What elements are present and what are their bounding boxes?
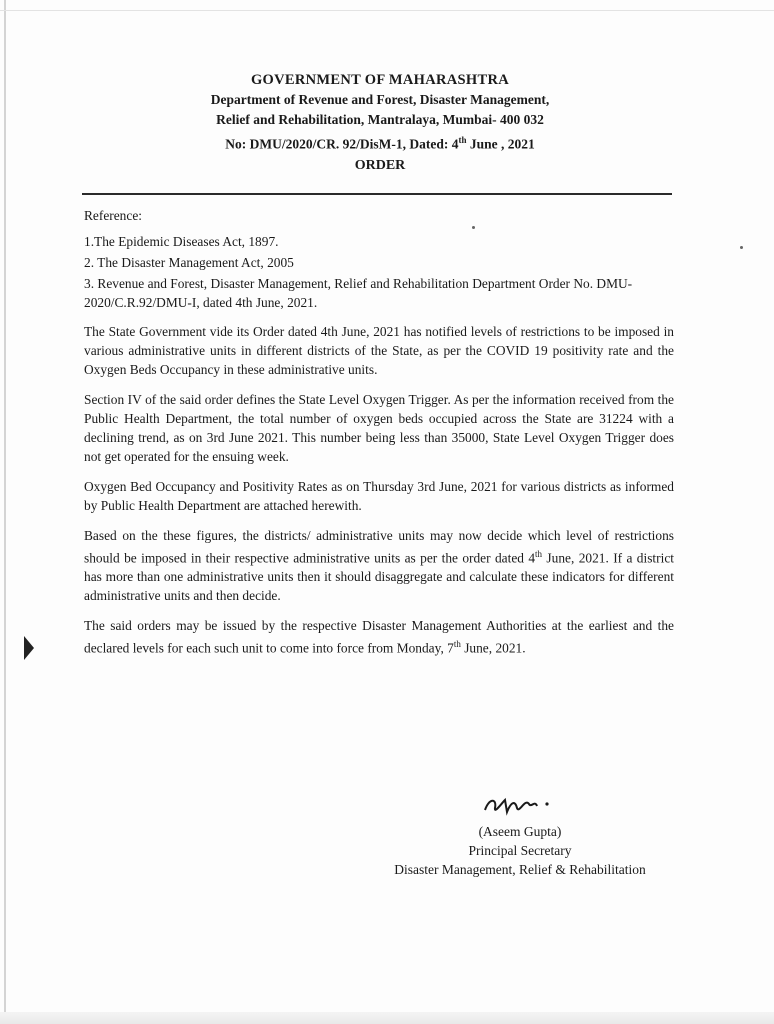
header-address: Relief and Rehabilitation, Mantralaya, Mumbai- 400 032 bbox=[216, 112, 544, 127]
reference-list bbox=[84, 232, 674, 312]
margin-arrow-mark bbox=[24, 636, 34, 660]
order-body bbox=[84, 206, 674, 669]
reference-item: 2. The Disaster Management Act, 2005 bbox=[84, 255, 294, 270]
header-department: Department of Revenue and Forest, Disaster Management, bbox=[210, 92, 550, 107]
reference-item: 1.The Epidemic Diseases Act, 1897. bbox=[84, 234, 279, 249]
scan-speck bbox=[472, 226, 475, 229]
scan-edge-left bbox=[4, 0, 6, 1024]
header-government: GOVERNMENT OF MAHARASHTRA bbox=[250, 72, 510, 88]
paragraph-issue-orders: The said orders may be issued by the respective Disaster Management Authorities at the earliest and the declared levels for each such unit to come into force from Monday, 7th June, 2021. bbox=[84, 618, 674, 656]
paragraph-restrictions: The State Government vide its Order dated 4th June, 2021 has notified levels of restrictions to be imposed in various administrative units in different districts of the State, as per the COVID 19 positivity rate and the Oxygen Beds Occupancy in these administrative units. bbox=[84, 324, 674, 377]
scan-edge-top bbox=[0, 10, 774, 11]
header-divider bbox=[82, 193, 672, 195]
scan-speck bbox=[740, 246, 743, 249]
paragraph-oxygen-trigger: Section IV of the said order defines the State Level Oxygen Trigger. As per the information received from the Public Health Department, the total number of oxygen beds occupied across the State are 31224 with a declining trend, as on 3rd June 2021. This number being less than 35000, State Level Oxygen Trigger does not get operated for the ensuing week. bbox=[84, 392, 674, 464]
reference-title: Reference: bbox=[84, 208, 142, 223]
order-title: ORDER bbox=[354, 158, 406, 173]
paragraph-district-decision: Based on the these figures, the districts/ administrative units may now decide which level of restrictions should be imposed in their respective administrative units as per the order dated 4th June, 2021. If a district has more than one administrative units then it should disaggregate and calculate these indicators for different administrative units and then decide. bbox=[84, 528, 674, 604]
paragraph-occupancy-rates: Oxygen Bed Occupancy and Positivity Rates as on Thursday 3rd June, 2021 for various districts as informed by Public Health Department are attached herewith. bbox=[84, 479, 674, 513]
signatory-name: (Aseem Gupta) bbox=[478, 824, 562, 839]
handwritten-signature bbox=[475, 790, 565, 820]
signatory-designation: Principal Secretary bbox=[468, 843, 572, 858]
header-reference-number: No: DMU/2020/CR. 92/DisM-1, Dated: 4th June , 2021 bbox=[225, 135, 535, 152]
letterhead bbox=[160, 70, 600, 155]
signatory-department: Disaster Management, Relief & Rehabilitation bbox=[394, 862, 646, 877]
scan-edge-bottom bbox=[0, 1012, 774, 1024]
signature-block bbox=[370, 790, 670, 879]
reference-item: 3. Revenue and Forest, Disaster Management, Relief and Rehabilitation Department Order No. DMU-2020/C.R.92/DMU-I, dated 4th June, 2021. bbox=[84, 276, 633, 310]
